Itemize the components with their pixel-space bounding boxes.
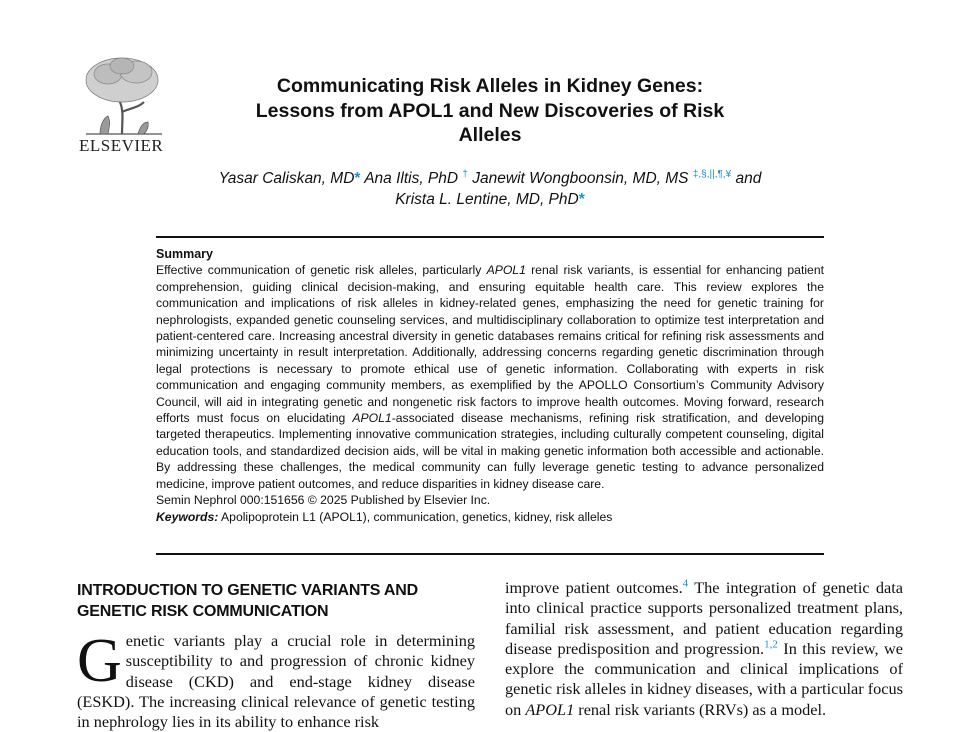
article-title [200,74,780,148]
author-2-affiliation-mark[interactable]: † [462,168,468,180]
section-heading-line-1: INTRODUCTION TO GENETIC VARIANTS AND [77,582,418,599]
author-list [170,168,810,210]
journal-citation: Semin Nephrol 000:151656 © 2025 Published by Elsevier Inc. [156,493,491,508]
summary-gene-2: APOL1 [352,411,392,426]
publisher-name: ELSEVIER [79,136,164,155]
summary-block [156,246,824,525]
author-4-affiliation-mark[interactable]: * [578,191,585,208]
author-3-affiliation-mark[interactable]: ‡,§,||,¶,¥ [692,168,732,180]
intro-paragraph [77,627,475,732]
author-conjunction: and [735,170,762,187]
right-text-part-1: improve patient outcomes. [505,578,683,597]
section-heading [77,580,475,622]
citation-ref-4[interactable]: 4 [682,577,689,590]
citation-ref-1-2[interactable]: 1,2 [764,638,778,651]
author-2: Ana Iltis, PhD [364,170,459,187]
elsevier-logo [78,52,168,156]
keywords-line [156,509,824,525]
summary-text-part-2: renal risk variants, is essential for enhancing patient comprehension, guiding clinical decision-making, and ensuring equitable health care. This review explores the communication and implications of risk alleles in kidney-related genes, emphasizing the need for genetic training for nephrologists, expanded genetic counseling services, and multidisciplinary collaboration to optimize test interpretation and patient-centered care. Increasing ancestral diversity in genetic databases remains critical for refining risk assessments and minimizing uncertainty in result interpretation. Additionally, addressing concerns regarding genetic discrimination through legal protections is necessary to promote ethical use of genetic information. Collaborating with experts in risk communication and engaging community members, as exemplified by the APOLLO Consortium’s Community Advisory Council, will aid in integrating genetic and nongenetic risk factors to improve health outcomes. Moving forward, research efforts must focus on elucidating [156,263,824,426]
summary-bottom-rule [156,553,824,555]
elsevier-tree-logo-icon [78,52,168,138]
author-1: Yasar Caliskan, MD [218,170,355,187]
right-paragraph [505,578,903,720]
summary-top-rule [156,236,824,238]
title-line-1: Communicating Risk Alleles in Kidney Genes: [276,75,704,97]
right-column [505,578,903,720]
title-line-3: Alleles [458,124,522,146]
keywords-label: Keywords: [156,509,219,524]
right-text-part-2: The integration of genetic data into clinical practice supports personalized treatment plans, familial risk assessment, and patient education regarding disease predisposition and progression. [505,578,903,658]
drop-cap: G [77,627,122,695]
right-gene-italic: APOL1 [525,699,575,719]
left-column [77,580,475,732]
author-3: Janewit Wongboonsin, MD, MS [472,170,689,187]
author-line-2 [170,189,810,210]
summary-gene-1: APOL1 [486,263,526,278]
intro-text: enetic variants play a crucial role in determining susceptibility to and progression of chronic kidney disease (CKD) and end-stage kidney disease (ESKD). The increasing clinical relevance of genetic testing in nephrology lies in its ability to enhance risk [77,631,475,732]
right-text-part-4: renal risk variants (RRVs) as a model. [574,699,827,719]
summary-text [156,262,824,492]
author-1-affiliation-mark[interactable]: * [354,170,361,187]
section-heading-line-2: GENETIC RISK COMMUNICATION [77,603,329,620]
right-text-part-3: In this review, we explore the communication and clinical implications of genetic risk alleles in kidney diseases, with a particular focus on [505,638,903,719]
summary-text-part-3: -associated disease mechanisms, refining risk stratification, and developing targeted therapeutics. Implementing innovative communication strategies, including culturally competent counseling, digital education tools, and standardized decision aids, will be vital in making genetic information both accessible and actionable. By addressing these challenges, the medical community can fully leverage genetic testing to advance personalized medicine, improve patient outcomes, and reduce disparities in kidney disease care. [156,411,824,491]
author-line-1 [170,168,810,189]
author-4: Krista L. Lentine, MD, PhD [395,191,579,208]
summary-text-part-1: Effective communication of genetic risk alleles, particularly [156,263,487,278]
title-line-2: Lessons from APOL1 and New Discoveries of Risk [255,99,725,122]
summary-heading: Summary [156,247,213,261]
keywords-list: Apolipoprotein L1 (APOL1), communication, genetics, kidney, risk alleles [221,509,613,524]
